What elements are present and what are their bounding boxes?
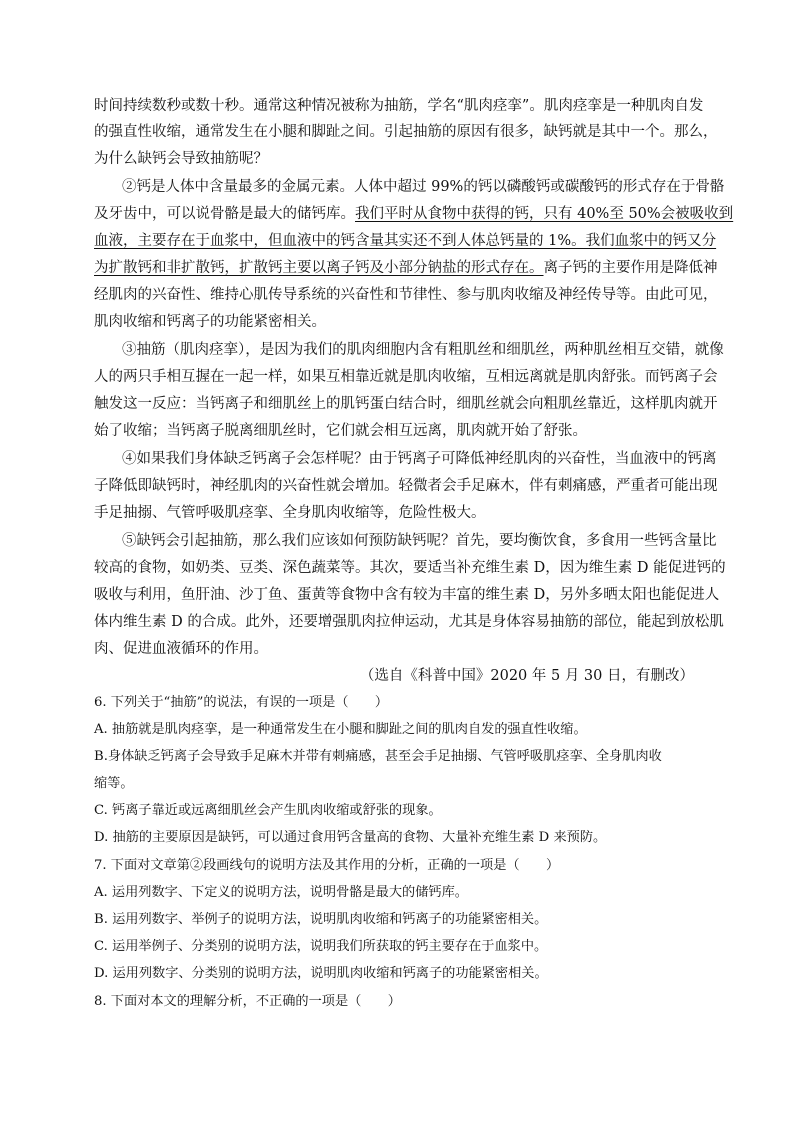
paragraph-3-line-2: 人的两只手相互握在一起一样，如果互相靠近就是肌肉收缩，互相远离就是肌肉舒张。而钙离子会	[94, 369, 718, 385]
paragraph-2-text: 及牙齿中，可以说骨骼是最大的储钙库。	[94, 206, 355, 222]
paragraph-1-line-3: 为什么缺钙会导致抽筋呢？	[94, 151, 268, 167]
question-7-stem: 7. 下面对文章第②段画线句的说明方法及其作用的分析，正确的一项是（ ）	[94, 858, 560, 873]
question-7-option-d: D. 运用列数字、分类别的说明方法，说明肌肉收缩和钙离子的功能紧密相关。	[94, 966, 548, 981]
paragraph-2-text: 离子钙的主要作用是降低神	[543, 260, 718, 276]
paragraph-5-line-4: 体内维生素 D 的合成。此外，还要增强肌肉拉伸运动，尤其是身体容易抽筋的部位，能起到放松肌	[94, 614, 724, 630]
question-6-option-c: C. 钙离子靠近或远离细肌丝会产生肌肉收缩或舒张的现象。	[94, 803, 442, 818]
paragraph-5-line-3: 吸收与利用，鱼肝油、沙丁鱼、蛋黄等食物中含有较为丰富的维生素 D，另外多晒太阳也能促进人	[94, 587, 720, 603]
underlined-sentence-line-3: 为扩散钙和非扩散钙，扩散钙主要以离子钙及小部分钠盐的形式存在。	[94, 260, 544, 276]
question-6-option-a: A. 抽筋就是肌肉痉挛，是一种通常发生在小腿和脚趾之间的肌肉自发的强直性收缩。	[94, 722, 587, 737]
underlined-sentence: 我们平时从食物中获得的钙，只有 40%至 50%会被吸收到	[355, 206, 734, 222]
paragraph-3-line-1: ③抽筋（肌肉痉挛），是因为我们的肌肉细胞内含有粗肌丝和细肌丝，两种肌丝相互交错，就像	[122, 342, 724, 358]
paragraph-3-line-4: 始了收缩；当钙离子脱离细肌丝时，它们就会相互远离，肌肉就开始了舒张。	[94, 423, 587, 439]
paragraph-4-line-3: 手足抽搦、气管呼吸肌痉挛、全身肌肉收缩等，危险性极大。	[94, 505, 486, 521]
paragraph-1-line-1: 时间持续数秒或数十秒。通常这种情况被称为抽筋，学名“肌肉痉挛”。肌肉痉挛是一种肌肉自发	[94, 98, 704, 114]
question-8-stem: 8. 下面对本文的理解分析，不正确的一项是（ ）	[94, 994, 401, 1009]
paragraph-5-line-2: 较高的食物，如奶类、豆类、深色蔬菜等。其次，要适当补充维生素 D，因为维生素 D 能促进钙的	[94, 560, 726, 576]
question-6-option-d: D. 抽筋的主要原因是缺钙，可以通过食用钙含量高的食物、大量补充维生素 D 来预防。	[94, 830, 607, 845]
question-6-option-b: B.身体缺乏钙离子会导致手足麻木并带有刺痛感，甚至会手足抽搦、气管呼吸肌痉挛、全身肌肉收	[94, 749, 662, 764]
paragraph-2-line-4	[94, 258, 718, 278]
question-6-stem: 6. 下列关于“抽筋”的说法，有误的一项是（ ）	[94, 695, 389, 710]
question-7-option-b: B. 运用列数字、举例子的说明方法，说明肌肉收缩和钙离子的功能紧密相关。	[94, 912, 548, 927]
question-6-option-b-cont: 缩等。	[94, 776, 134, 791]
paragraph-4-line-2: 子降低即缺钙时，神经肌肉的兴奋性就会增加。轻微者会手足麻木，伴有刺痛感，严重者可能出现	[94, 478, 718, 494]
paragraph-5-line-5: 肉、促进血液循环的作用。	[94, 641, 268, 657]
paragraph-4-line-1: ④如果我们身体缺乏钙离子会怎样呢？由于钙离子可降低神经肌肉的兴奋性，当血液中的钙离	[122, 451, 717, 467]
source-citation: （选自《科普中国》2020 年 5 月 30 日，有删改）	[359, 668, 694, 684]
paragraph-2-line-1: ②钙是人体中含量最多的金属元素。人体中超过 99%的钙以磷酸钙或碳酸钙的形式存在于骨骼	[122, 179, 725, 195]
paragraph-2-line-2	[94, 204, 734, 224]
question-7-option-c: C. 运用举例子、分类别的说明方法，说明我们所获取的钙主要存在于血浆中。	[94, 939, 548, 954]
paragraph-3-line-3: 触发这一反应：当钙离子和细肌丝上的肌钙蛋白结合时，细肌丝就会向粗肌丝靠近，这样肌肉就开	[94, 396, 718, 412]
paragraph-2-line-6: 肌肉收缩和钙离子的功能紧密相关。	[94, 314, 326, 330]
paragraph-1-line-2: 的强直性收缩，通常发生在小腿和脚趾之间。引起抽筋的原因有很多，缺钙就是其中一个。那么，	[94, 124, 718, 140]
paragraph-5-line-1: ⑤缺钙会引起抽筋，那么我们应该如何预防缺钙呢？首先，要均衡饮食，多食用一些钙含量比	[122, 533, 717, 549]
underlined-sentence-line-2: 血液，主要存在于血浆中，但血液中的钙含量其实还不到人体总钙量的 1%。我们血浆中的钙又分	[94, 233, 717, 249]
question-7-option-a: A. 运用列数字、下定义的说明方法，说明骨骼是最大的储钙库。	[94, 885, 468, 900]
paragraph-2-line-5: 经肌肉的兴奋性、维持心肌传导系统的兴奋性和节律性、参与肌肉收缩及神经传导等。由此可见，	[94, 287, 718, 303]
